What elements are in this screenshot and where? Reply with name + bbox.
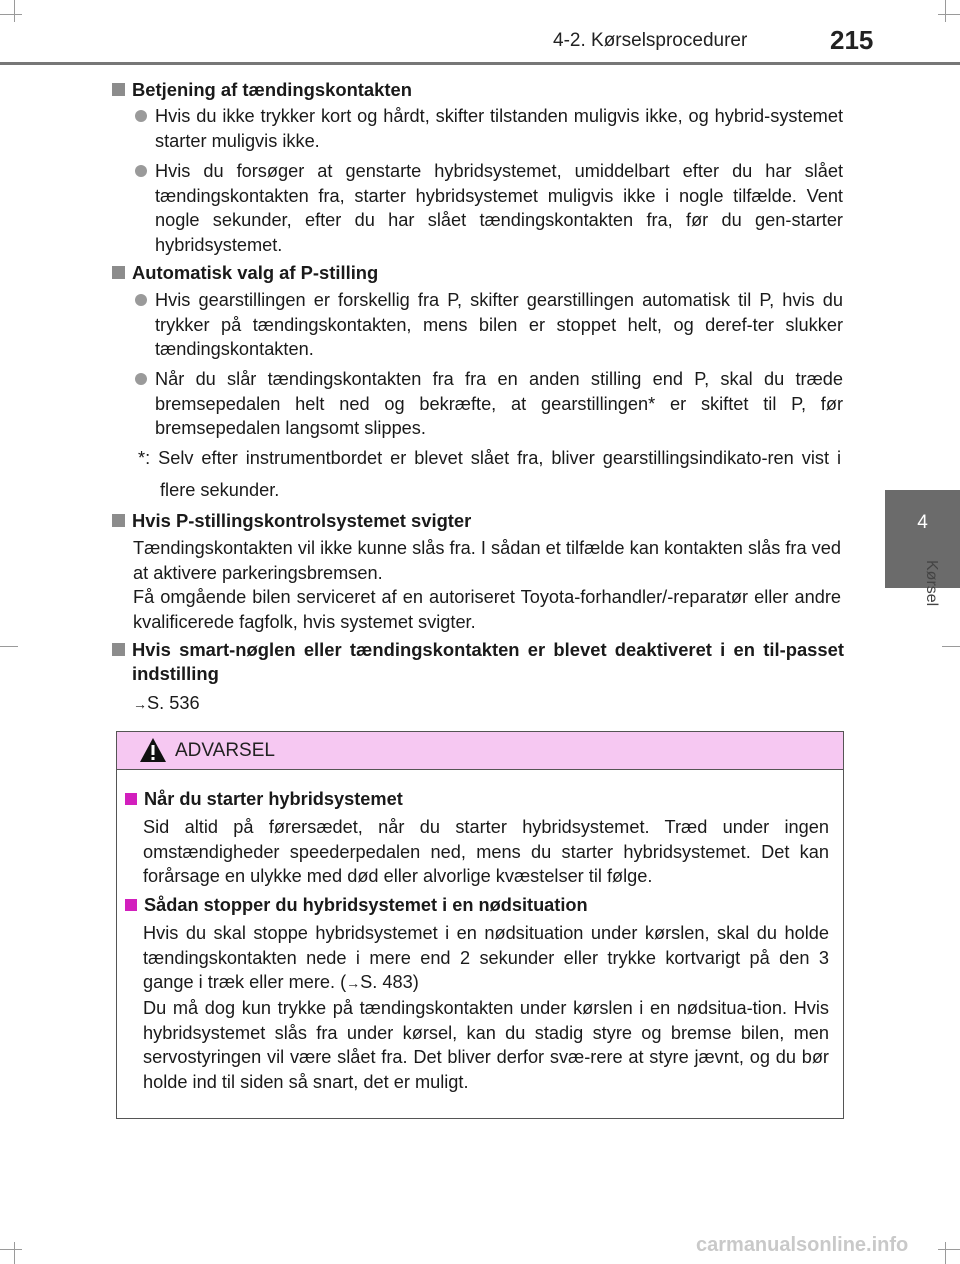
reference-arrow-icon: → [133, 696, 147, 712]
bullet-text: Hvis du forsøger at genstarte hybridsystemet, umiddelbart efter du har slået tændingskontakten fra, starter hybridsystemet muligvis ikke i nogle tilfælde. Vent nogle sekunder, efter du har slået tændingskontakten fra, før du gen-starter hybridsystemet. [155, 161, 843, 255]
paragraph: Tændingskontakten vil ikke kunne slås fra. I sådan et tilfælde kan kontakten slås fra ved at aktivere parkeringsbremsen. [133, 538, 841, 583]
crop-mark [945, 0, 946, 22]
round-bullet-icon [135, 110, 147, 122]
crop-mark [938, 14, 960, 15]
round-bullet-icon [135, 373, 147, 385]
warning-paragraph: Sid altid på førersædet, når du starter hybridsystemet. Træd under ingen omstændigheder speederpedalen ned, mens du starter hybridsystemet. Det kan forårsage en ulykke med død eller alvorlige kvæstelser til følge. [143, 817, 829, 886]
bullet-item [155, 159, 843, 257]
running-header-section: 4-2. Kørselsprocedurer [553, 30, 748, 51]
bullet-text: Når du slår tændingskontakten fra fra en anden stilling end P, skal du træde bremsepedalen helt ned og bekræfte, at gearstillingen* er skiftet til P, før bremsepedalen langsomt slippes. [155, 369, 843, 438]
square-bullet-icon [125, 793, 137, 805]
footer-watermark: carmanualsonline.info [696, 1234, 909, 1256]
header-rule [0, 62, 960, 65]
crop-mark [14, 1242, 15, 1264]
section-heading [112, 509, 471, 533]
section-heading [112, 78, 412, 102]
section-heading-text: Hvis smart-nøglen eller tændingskontakten er blevet deaktiveret i en til-passet indstilling [132, 639, 844, 684]
section-heading [112, 261, 378, 285]
section-heading-text: Betjening af tændingskontakten [132, 79, 412, 100]
square-bullet-icon [112, 266, 125, 279]
round-bullet-icon [135, 165, 147, 177]
page-number: 215 [830, 25, 874, 55]
crop-mark [945, 1242, 946, 1264]
crop-mark [0, 646, 18, 647]
section-heading-text: Hvis P-stillingskontrolsystemet svigter [132, 510, 472, 531]
round-bullet-icon [135, 294, 147, 306]
paragraph: Få omgående bilen serviceret af en autoriseret Toyota-forhandler/-reparatør eller andre kvalificerede fagfolk, hvis systemet svigter. [133, 587, 841, 632]
warning-item-heading [125, 787, 403, 811]
reference-arrow-icon: → [346, 975, 361, 991]
warning-title: ADVARSEL [175, 740, 275, 761]
bullet-item [155, 367, 843, 441]
reference-text[interactable]: S. 483) [360, 972, 419, 992]
crop-mark [938, 1249, 960, 1250]
bullet-text: Hvis du ikke trykker kort og hårdt, skifter tilstanden muligvis ikke, og hybrid-systemet starter muligvis ikke. [155, 106, 843, 151]
square-bullet-icon [112, 514, 125, 527]
section-heading [112, 638, 844, 686]
warning-paragraph: Du må dog kun trykke på tændingskontakten under kørslen i en nødsitua-tion. Hvis hybridsystemet slås fra under kørsel, kan du stadig styre og bremse bilen, men servostyringen vil være slået fra. Det bliver derfor svæ-rere at styre jævnt, og du bør holde ind til siden så snart, det er muligt. [143, 998, 829, 1092]
warning-heading-text: Når du starter hybridsystemet [144, 789, 403, 809]
square-bullet-icon [112, 83, 125, 96]
warning-heading-text: Sådan stopper du hybridsystemet i en nødsituation [144, 895, 588, 915]
warning-header [117, 732, 843, 770]
warning-item-heading [125, 893, 588, 917]
page-reference[interactable] [133, 691, 841, 717]
warning-text: Hvis du skal stoppe hybridsystemet i en nødsituation under kørslen, skal du holde tændingskontakten nede i mere end 2 sekunder eller trykke kortvarigt på den 3 gange i træk eller mere. ( [143, 923, 829, 992]
crop-mark [942, 646, 960, 647]
crop-mark [0, 14, 22, 15]
crop-mark [14, 0, 15, 22]
reference-text: S. 536 [147, 693, 200, 713]
chapter-number: 4 [917, 512, 928, 533]
footnote: *: Selv efter instrumentbordet er blevet slået fra, bliver gearstillingsindikato-ren vist i flere sekunder. [138, 448, 841, 500]
crop-mark [0, 1249, 22, 1250]
warning-triangle-icon [139, 737, 167, 763]
square-bullet-icon [125, 899, 137, 911]
square-bullet-icon [112, 643, 125, 656]
bullet-item [155, 288, 843, 362]
warning-paragraph [143, 921, 829, 996]
chapter-label: Kørsel [923, 560, 940, 607]
bullet-item [155, 104, 843, 153]
section-heading-text: Automatisk valg af P-stilling [132, 262, 379, 283]
bullet-text: Hvis gearstillingen er forskellig fra P, skifter gearstillingen automatisk til P, hvis du trykker på tændingskontakten, mens bilen er stoppet helt, og deref-ter slukker tændingskontakten. [155, 290, 843, 359]
